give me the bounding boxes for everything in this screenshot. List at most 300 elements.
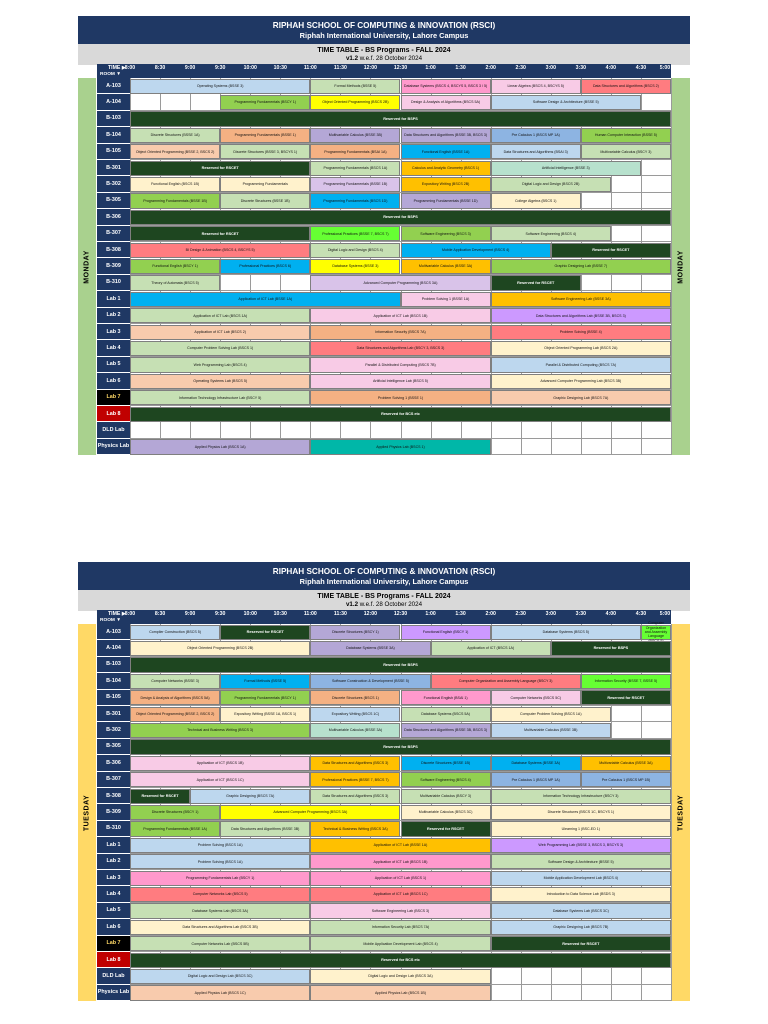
class-slot[interactable] bbox=[310, 144, 400, 159]
class-title: Computer Networks Lab (BSCS 5) bbox=[192, 892, 248, 897]
class-slot[interactable] bbox=[491, 772, 581, 787]
class-slot[interactable] bbox=[310, 985, 490, 1000]
class-slot[interactable] bbox=[220, 690, 310, 705]
timetable-title-bar bbox=[78, 590, 690, 611]
class-title: Ulearning 1 (BSC-ED 1) bbox=[561, 826, 600, 831]
class-slot[interactable] bbox=[130, 854, 310, 869]
class-title: Application of ICT Lab (BSCS 1C) bbox=[373, 892, 428, 897]
room-name: B-308 bbox=[97, 242, 130, 258]
class-title: Application of ICT Lab (BSCS 1) bbox=[374, 875, 427, 880]
class-title: Pre Calculus 1 (BSCS MP 1A) bbox=[511, 777, 560, 782]
room-name: Lab 5 bbox=[97, 357, 130, 373]
time-tick: 8:30 bbox=[154, 65, 166, 71]
class-title: Problem Solving 1 (BSSE 1) bbox=[377, 395, 424, 400]
class-slot[interactable] bbox=[401, 243, 551, 258]
class-slot[interactable] bbox=[491, 292, 671, 307]
class-title: Expository Writing (BSSE 1A, BSCS 1) bbox=[234, 711, 297, 716]
effective-date: w.e.f. 28 October 2024 bbox=[359, 601, 423, 608]
class-title: Reserved for RSCET bbox=[201, 231, 239, 236]
class-title: Information Security Lab (BSCS 7A) bbox=[371, 925, 430, 930]
class-title: Multivariable Calculus (BSCY 3) bbox=[600, 149, 652, 154]
class-slot[interactable] bbox=[431, 674, 581, 689]
class-title: Programming Fundamentals (BSSE 1A) bbox=[143, 826, 207, 831]
class-title: Reserved for BSPS bbox=[383, 116, 418, 121]
class-slot[interactable] bbox=[130, 439, 310, 454]
class-slot[interactable] bbox=[310, 690, 400, 705]
class-slot[interactable] bbox=[491, 374, 671, 389]
class-slot[interactable] bbox=[491, 690, 581, 705]
class-slot[interactable] bbox=[190, 789, 310, 804]
class-slot[interactable] bbox=[220, 707, 310, 722]
day-name: MONDAY bbox=[83, 249, 91, 284]
class-title: Software Construction & Development (BSSE 5) bbox=[331, 679, 409, 684]
class-slot[interactable] bbox=[310, 161, 400, 176]
class-title: Application of ICT Lab (BSCS 1B) bbox=[373, 859, 428, 864]
class-title: Functional English (BSSE 1A) bbox=[421, 149, 470, 154]
time-tick: 10:30 bbox=[273, 65, 287, 71]
class-slot[interactable] bbox=[581, 674, 671, 689]
class-slot[interactable] bbox=[220, 259, 310, 274]
class-slot[interactable] bbox=[130, 243, 310, 258]
class-title: Object Oriented Programming (BSCS 2B) bbox=[187, 646, 254, 651]
class-title: Applied Physics Lab (BSCS 1) bbox=[376, 444, 425, 449]
room-name: Lab 7 bbox=[97, 936, 130, 952]
class-slot[interactable] bbox=[130, 308, 310, 323]
class-slot[interactable] bbox=[130, 210, 671, 225]
room-name: Lab 4 bbox=[97, 340, 130, 356]
class-slot[interactable] bbox=[491, 357, 671, 372]
class-slot[interactable] bbox=[401, 79, 491, 94]
class-slot[interactable] bbox=[130, 357, 310, 372]
class-title: Design & Analysis of Algorithms (BSCS 5A) bbox=[411, 100, 481, 105]
time-tick: 4:30 bbox=[635, 611, 647, 617]
class-slot[interactable] bbox=[310, 772, 400, 787]
class-slot[interactable] bbox=[401, 723, 491, 738]
time-tick: 12:30 bbox=[393, 611, 408, 617]
class-title: Functional English (BSAI 1) bbox=[423, 695, 468, 700]
room-name: Lab 4 bbox=[97, 886, 130, 902]
class-title: Programming Fundamentals Lab (BSCY 1) bbox=[185, 875, 255, 880]
class-slot[interactable] bbox=[310, 95, 400, 110]
slot-divider bbox=[671, 624, 672, 1001]
class-title: Reserved for BSPS bbox=[593, 646, 629, 651]
class-slot[interactable] bbox=[491, 805, 671, 820]
class-slot[interactable] bbox=[310, 756, 400, 771]
class-slot[interactable] bbox=[130, 985, 310, 1000]
class-slot[interactable] bbox=[130, 374, 310, 389]
class-title: Reserved for RSCET bbox=[607, 695, 645, 700]
class-slot[interactable] bbox=[491, 177, 611, 192]
class-slot[interactable] bbox=[401, 789, 491, 804]
class-slot[interactable] bbox=[130, 259, 220, 274]
class-slot[interactable] bbox=[130, 739, 671, 754]
class-slot[interactable] bbox=[310, 871, 490, 886]
class-title: Web Programming Lab (BSCS 4) bbox=[193, 362, 247, 367]
room-name: B-105 bbox=[97, 144, 130, 160]
class-slot[interactable] bbox=[491, 920, 671, 935]
class-slot[interactable] bbox=[310, 357, 490, 372]
class-slot[interactable] bbox=[401, 625, 491, 640]
class-title: Programming Fundamentals (BSCY 1) bbox=[234, 100, 296, 105]
class-slot[interactable] bbox=[310, 821, 400, 836]
class-slot[interactable] bbox=[130, 772, 310, 787]
class-slot[interactable] bbox=[130, 903, 310, 918]
class-slot[interactable] bbox=[130, 789, 190, 804]
room-name: Physics Lab bbox=[97, 985, 130, 1001]
class-slot[interactable] bbox=[130, 756, 310, 771]
class-title: Discrete Structures (BSCS 1C, BSCYS 1) bbox=[547, 810, 615, 815]
class-title: Software Design & Architecture (BSSE 5) bbox=[532, 100, 599, 105]
class-title: Web Programming Lab (BSSE 3, BSCS 3, BSCYS 3) bbox=[538, 843, 624, 848]
class-slot[interactable] bbox=[220, 177, 310, 192]
class-slot[interactable] bbox=[551, 243, 671, 258]
class-slot[interactable] bbox=[220, 95, 310, 110]
class-title: Application of ICT Lab (BSCS 1B) bbox=[373, 313, 428, 318]
class-slot[interactable] bbox=[491, 390, 671, 405]
class-title: Data Structures and Algorithms (BSCS 3) bbox=[322, 761, 389, 766]
class-slot[interactable] bbox=[130, 707, 220, 722]
class-title: Information Security (BSSE 7, BSSE 5) bbox=[594, 679, 658, 684]
class-title: Reserved for RSCET bbox=[141, 793, 179, 798]
class-slot[interactable] bbox=[130, 657, 671, 672]
class-title: Computer Networks (BSSE 3) bbox=[151, 679, 199, 684]
class-slot[interactable] bbox=[310, 969, 490, 984]
class-slot[interactable] bbox=[130, 887, 310, 902]
class-title: Programming Fundamentals (BSCS 1D) bbox=[323, 198, 388, 203]
school-title: RIPHAH SCHOOL OF COMPUTING & INNOVATION (RSCI) bbox=[272, 21, 496, 30]
class-title: Computer Networks (BSCS 5C) bbox=[510, 695, 561, 700]
class-title: Discrete Structures (BSSE 1A) bbox=[150, 133, 200, 138]
class-slot[interactable] bbox=[130, 805, 220, 820]
class-slot[interactable] bbox=[130, 407, 671, 422]
room-name: B-104 bbox=[97, 673, 130, 689]
class-slot[interactable] bbox=[491, 723, 611, 738]
room-name: B-305 bbox=[97, 193, 130, 209]
class-title: Design & Analysis of Algorithms (BSCS 5A) bbox=[140, 695, 210, 700]
class-title: Information Security (BSCS 7A) bbox=[375, 329, 426, 334]
time-tick: 2:30 bbox=[515, 611, 526, 617]
class-title: Technical and Business Writing (BSCS 3) bbox=[187, 728, 254, 733]
class-title: Discrete Structures (BSSE 3, BSCYS 1) bbox=[233, 149, 298, 154]
class-title: Graphic Designing Lab (BSSE 7) bbox=[554, 264, 608, 269]
class-slot[interactable] bbox=[491, 707, 611, 722]
class-slot[interactable] bbox=[220, 821, 310, 836]
class-slot[interactable] bbox=[491, 161, 641, 176]
time-tick: 3:30 bbox=[575, 65, 587, 71]
class-title: Application of ICT (BSCS 1B) bbox=[196, 761, 244, 766]
class-slot[interactable] bbox=[310, 259, 400, 274]
class-title: Multivariable Calculus (BSSE 3B) bbox=[524, 728, 578, 733]
class-slot[interactable] bbox=[310, 838, 490, 853]
class-slot[interactable] bbox=[581, 772, 671, 787]
class-slot[interactable] bbox=[491, 128, 581, 143]
class-slot[interactable] bbox=[220, 625, 310, 640]
class-slot[interactable] bbox=[130, 641, 310, 656]
class-slot[interactable] bbox=[581, 690, 671, 705]
class-title: Discrete Structures (BSCY 1) bbox=[151, 810, 199, 815]
class-slot[interactable] bbox=[401, 177, 491, 192]
class-slot[interactable] bbox=[581, 756, 671, 771]
class-slot[interactable] bbox=[220, 805, 400, 820]
class-slot[interactable] bbox=[130, 79, 310, 94]
room-name: Lab 5 bbox=[97, 903, 130, 919]
class-title: Computer Problem Solving (BSCS 1A) bbox=[520, 711, 582, 716]
class-title: Reserved for RSCET bbox=[427, 826, 465, 831]
time-tick: 1:00 bbox=[425, 65, 436, 71]
class-slot[interactable] bbox=[491, 756, 581, 771]
class-slot[interactable] bbox=[310, 674, 430, 689]
class-title: Applied Physics Lab (BSCS 1A) bbox=[194, 444, 246, 449]
class-title: Operating Systems (BSSE 3) bbox=[196, 83, 244, 88]
class-slot[interactable] bbox=[401, 259, 491, 274]
class-slot[interactable] bbox=[581, 79, 671, 94]
class-slot[interactable] bbox=[310, 390, 490, 405]
class-slot[interactable] bbox=[310, 226, 400, 241]
class-slot[interactable] bbox=[401, 161, 491, 176]
class-title: Application of ICT Lab (BSCS 1A) bbox=[193, 313, 248, 318]
class-title: Human Computer Interaction (BSSE 5) bbox=[594, 133, 657, 138]
class-slot[interactable] bbox=[491, 226, 611, 241]
class-slot[interactable] bbox=[491, 854, 671, 869]
class-title: Pre Calculus 1 (BSCS MP 1B) bbox=[601, 777, 651, 782]
class-title: Expository Writing (BSCS 1C) bbox=[331, 711, 380, 716]
class-slot[interactable] bbox=[491, 193, 581, 208]
class-slot[interactable] bbox=[130, 193, 220, 208]
class-title: Professional Practices (BSSE 7, BSCS 7) bbox=[322, 777, 389, 782]
class-slot[interactable] bbox=[220, 193, 310, 208]
class-slot[interactable] bbox=[310, 854, 490, 869]
class-slot[interactable] bbox=[401, 805, 491, 820]
class-slot[interactable] bbox=[130, 111, 671, 126]
class-slot[interactable] bbox=[130, 275, 220, 290]
class-slot[interactable] bbox=[581, 144, 671, 159]
class-slot[interactable] bbox=[130, 341, 310, 356]
class-title: Object Oriented Programming (BSCS 2B) bbox=[322, 100, 389, 105]
class-title: Application of ICT Lab (BSCS 2) bbox=[194, 329, 246, 334]
class-title: Data Structures and Algorithms (BSAI 3) bbox=[503, 149, 568, 154]
class-slot[interactable] bbox=[310, 193, 400, 208]
class-slot[interactable] bbox=[641, 621, 671, 640]
class-title: Programming Fundamentals bbox=[242, 182, 288, 187]
day-label-left bbox=[78, 624, 96, 1001]
time-tick: 1:30 bbox=[455, 65, 466, 71]
class-slot[interactable] bbox=[130, 920, 310, 935]
class-slot[interactable] bbox=[130, 674, 220, 689]
class-slot[interactable] bbox=[130, 936, 310, 951]
class-title: Reserved for RSCET bbox=[562, 941, 600, 946]
class-title: Software Engineering (BSCS 3) bbox=[420, 231, 471, 236]
class-slot[interactable] bbox=[310, 374, 490, 389]
slot-divider bbox=[671, 78, 672, 455]
time-tick: 2:00 bbox=[485, 611, 496, 617]
school-title: RIPHAH SCHOOL OF COMPUTING & INNOVATION (RSCI) bbox=[272, 567, 496, 576]
class-slot[interactable] bbox=[401, 95, 491, 110]
class-title: Database Systems (BSCS 5) bbox=[542, 629, 589, 634]
class-slot[interactable] bbox=[130, 325, 310, 340]
class-slot[interactable] bbox=[130, 625, 220, 640]
class-title: Discrete Structures (BSSE 1B) bbox=[240, 198, 290, 203]
class-title: Advanced Computer Programming (BSCS 3A) bbox=[363, 280, 438, 285]
class-slot[interactable] bbox=[130, 838, 310, 853]
class-slot[interactable] bbox=[310, 887, 490, 902]
class-slot[interactable] bbox=[491, 871, 671, 886]
class-title: Object Oriented Programming Lab (BSCS 2A) bbox=[544, 346, 618, 351]
class-slot[interactable] bbox=[401, 756, 491, 771]
class-title: Software Engineering Lab (BSCS 3) bbox=[371, 908, 430, 913]
class-slot[interactable] bbox=[310, 707, 400, 722]
class-title: BI Design & Animation (BSCS 4, BSCYS 5) bbox=[185, 247, 255, 252]
class-slot[interactable] bbox=[491, 838, 671, 853]
class-title: Pre Calculus 1 (BSCS MP 1A) bbox=[511, 133, 560, 138]
class-title: Mobile Application Development Lab (BSCS 4) bbox=[363, 941, 438, 946]
class-slot[interactable] bbox=[130, 821, 220, 836]
time-tick: 4:00 bbox=[605, 65, 617, 71]
class-slot[interactable] bbox=[310, 128, 400, 143]
class-slot[interactable] bbox=[491, 144, 581, 159]
class-title: Parallel & Distributed Computing (BSCS 7A) bbox=[545, 362, 617, 367]
class-slot[interactable] bbox=[310, 625, 400, 640]
room-name: Physics Lab bbox=[97, 439, 130, 455]
class-slot[interactable] bbox=[401, 690, 491, 705]
class-title: Digital Logic and Design (BSCS 2B) bbox=[522, 182, 580, 187]
class-title: Data Structures and Algorithms (BSSE 3B, BSCS 3) bbox=[404, 728, 488, 733]
class-slot[interactable] bbox=[310, 641, 430, 656]
class-slot[interactable] bbox=[491, 275, 581, 290]
class-slot[interactable] bbox=[310, 308, 490, 323]
class-slot[interactable] bbox=[401, 821, 491, 836]
class-slot[interactable] bbox=[130, 969, 310, 984]
class-title: Database Systems Lab (BSCS 3C) bbox=[552, 908, 609, 913]
class-slot[interactable] bbox=[401, 292, 491, 307]
class-title: Programming Fundamentals (BSSE 1) bbox=[234, 133, 296, 138]
class-slot[interactable] bbox=[491, 789, 671, 804]
class-slot[interactable] bbox=[220, 144, 310, 159]
class-slot[interactable] bbox=[130, 144, 220, 159]
time-tick: 5:00 bbox=[659, 65, 671, 71]
class-slot[interactable] bbox=[491, 936, 671, 951]
class-slot[interactable] bbox=[310, 920, 490, 935]
class-slot[interactable] bbox=[130, 953, 671, 968]
class-title: Data Structures and Algorithms Lab (BSSE 3B, BSCS 3) bbox=[535, 313, 626, 318]
class-slot[interactable] bbox=[130, 128, 220, 143]
class-title: Software Engineering (BSCS 4) bbox=[525, 231, 577, 236]
class-slot[interactable] bbox=[130, 161, 310, 176]
class-slot[interactable] bbox=[401, 128, 491, 143]
class-title: Reserved for RSCET bbox=[592, 247, 630, 252]
class-slot[interactable] bbox=[491, 95, 641, 110]
class-title: Computer Networks Lab (BSCS 5B) bbox=[191, 941, 249, 946]
class-slot[interactable] bbox=[130, 871, 310, 886]
time-tick: 8:00 bbox=[124, 611, 136, 617]
time-tick: 5:00 bbox=[659, 611, 671, 617]
class-slot[interactable] bbox=[431, 641, 551, 656]
day-label-right bbox=[672, 78, 690, 455]
class-slot[interactable] bbox=[130, 292, 401, 307]
class-slot[interactable] bbox=[491, 903, 671, 918]
class-slot[interactable] bbox=[401, 226, 491, 241]
class-slot[interactable] bbox=[130, 723, 310, 738]
class-slot[interactable] bbox=[551, 641, 671, 656]
room-name: Lab 2 bbox=[97, 308, 130, 324]
class-slot[interactable] bbox=[130, 177, 220, 192]
class-slot[interactable] bbox=[310, 79, 400, 94]
room-name: Lab 8 bbox=[97, 952, 130, 968]
class-slot[interactable] bbox=[310, 325, 490, 340]
room-name: A-103 bbox=[97, 624, 130, 640]
class-title: Reserved for RSCET bbox=[246, 629, 284, 634]
class-slot[interactable] bbox=[310, 789, 400, 804]
class-slot[interactable] bbox=[491, 625, 641, 640]
class-title: Discrete Structures (BSCY 1) bbox=[332, 629, 379, 634]
class-slot[interactable] bbox=[401, 772, 491, 787]
class-slot[interactable] bbox=[491, 325, 671, 340]
day-label-right bbox=[672, 624, 690, 1001]
day-name: TUESDAY bbox=[677, 794, 685, 831]
room-name: B-305 bbox=[97, 739, 130, 755]
class-title: Digital Logic and Design (BSCS 4) bbox=[327, 247, 383, 252]
class-slot[interactable] bbox=[130, 690, 220, 705]
room-name: B-306 bbox=[97, 209, 130, 225]
class-slot[interactable] bbox=[491, 259, 671, 274]
class-slot[interactable] bbox=[310, 275, 490, 290]
class-slot[interactable] bbox=[401, 707, 491, 722]
class-slot[interactable] bbox=[491, 308, 671, 323]
class-title: Applied Physics Lab (BSCS 1B) bbox=[375, 990, 426, 995]
room-name: Lab 7 bbox=[97, 390, 130, 406]
class-slot[interactable] bbox=[310, 243, 400, 258]
class-title: Multivariable Calculus (BSCS 3C) bbox=[418, 810, 473, 815]
class-slot[interactable] bbox=[220, 128, 310, 143]
room-name: B-302 bbox=[97, 176, 130, 192]
class-slot[interactable] bbox=[130, 226, 310, 241]
class-slot[interactable] bbox=[310, 177, 400, 192]
room-name: B-310 bbox=[97, 275, 130, 291]
class-slot[interactable] bbox=[220, 674, 310, 689]
class-slot[interactable] bbox=[310, 341, 490, 356]
class-slot[interactable] bbox=[581, 128, 671, 143]
class-title: Mobile Application Development Lab (BSCS 4) bbox=[543, 875, 618, 880]
class-title: Reserved for RSCET bbox=[201, 165, 239, 170]
class-slot[interactable] bbox=[401, 144, 491, 159]
class-title: Data Structures and Algorithms (BSCS 3) bbox=[322, 793, 389, 798]
timetable-title-bar bbox=[78, 44, 690, 65]
class-slot[interactable] bbox=[491, 821, 671, 836]
class-slot[interactable] bbox=[310, 439, 490, 454]
class-title: Professional Practices (BSSE 7, BSCS 7) bbox=[322, 231, 389, 236]
class-slot[interactable] bbox=[401, 193, 491, 208]
class-slot[interactable] bbox=[310, 723, 400, 738]
header-band bbox=[78, 16, 690, 44]
room-name: B-302 bbox=[97, 722, 130, 738]
time-tick: 1:30 bbox=[455, 611, 466, 617]
room-name: B-105 bbox=[97, 690, 130, 706]
class-title: Database Systems (BSCS 5A) bbox=[421, 711, 470, 716]
class-title: Discrete Structures (BSSE 1B) bbox=[421, 761, 471, 766]
class-title: Graphic Designing (BSCS 7A) bbox=[226, 793, 275, 798]
room-name: B-306 bbox=[97, 755, 130, 771]
class-title: Technical & Business Writing (BSCS 3A) bbox=[323, 826, 388, 831]
class-title: Problem Solving 1 (BSSE 1A) bbox=[421, 297, 470, 302]
class-slot[interactable] bbox=[310, 903, 490, 918]
class-slot[interactable] bbox=[491, 887, 671, 902]
class-title: Artificial Intelligence (BSSE 3) bbox=[541, 165, 590, 170]
room-label: ROOM ▼ bbox=[100, 72, 122, 77]
class-slot[interactable] bbox=[310, 936, 490, 951]
effective-date: w.e.f. 28 October 2024 bbox=[359, 55, 423, 62]
class-slot[interactable] bbox=[491, 341, 671, 356]
class-slot[interactable] bbox=[491, 79, 581, 94]
class-slot[interactable] bbox=[130, 390, 310, 405]
